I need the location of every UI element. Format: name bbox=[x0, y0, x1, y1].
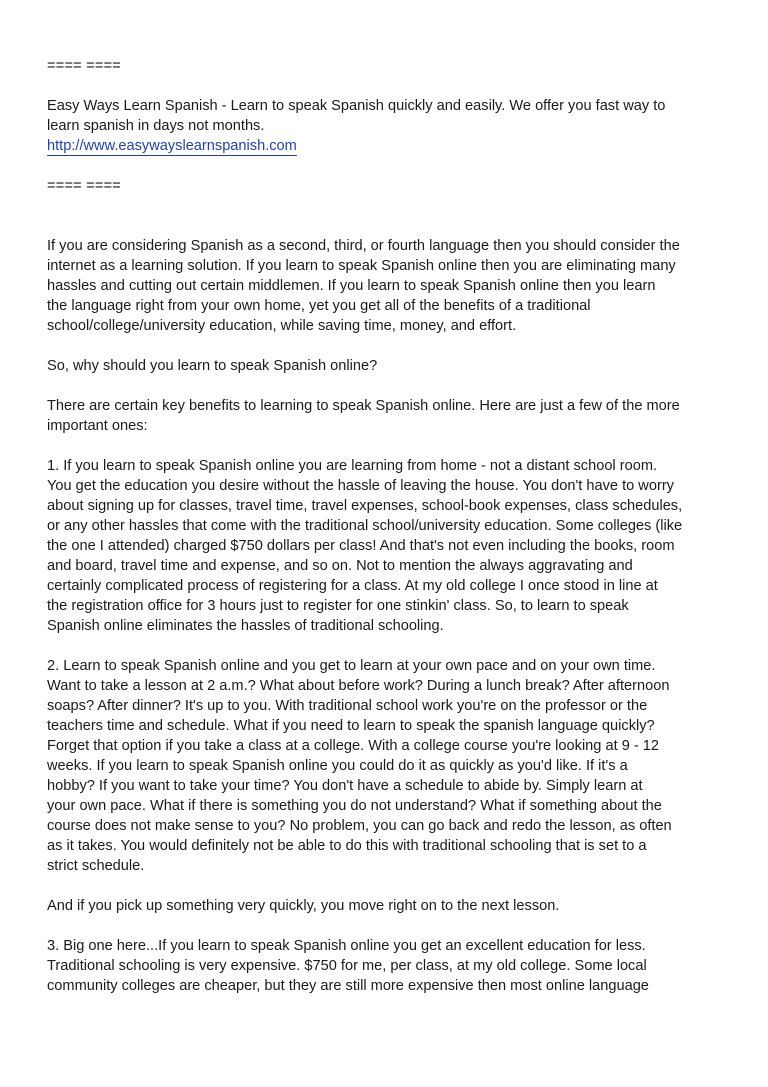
separator-top: ==== ==== bbox=[47, 58, 122, 74]
paragraph-benefit-1: 1. If you learn to speak Spanish online you are learning from home - not a distant school room. You get the education you desire without the hassle of leaving the house. You don't have to worry about signing up for classes, travel time, travel expenses, school-book expenses, class schedules, or any other hassles that come with the traditional school/university education. Some colleges (like the one I attended) charged $750 dollars per class! And that's not even including the books, room and board, travel time and expense, and so on. Not to mention the always aggravating and certainly complicated process of registering for a class. At my old college I once stood in line at the registration office for 3 hours just to register for one stinkin' class. So, to learn to speak Spanish online eliminates the hassles of traditional schooling. bbox=[47, 458, 683, 634]
paragraph-benefit-3: 3. Big one here...If you learn to speak Spanish online you get an excellent education for less. Traditional schooling is very expensive. $750 for me, per class, at my old college. Some local community colleges are cheaper, but they are still more expensive then most online language bbox=[47, 938, 649, 994]
intro-block bbox=[47, 96, 737, 156]
website-link[interactable]: http://www.easywayslearnspanish.com bbox=[47, 138, 297, 154]
document-page bbox=[47, 56, 737, 1016]
separator-bottom: ==== ==== bbox=[47, 178, 122, 194]
paragraph-intro: If you are considering Spanish as a second, third, or fourth language then you should consider the internet as a learning solution. If you learn to speak Spanish online then you are eliminating many hassles and cutting out certain middlemen. If you learn to speak Spanish online then you learn the language right from your own home, yet you get all of the benefits of a traditional school/college/university education, while saving time, money, and effort. bbox=[47, 238, 680, 334]
paragraph-next-lesson: And if you pick up something very quickly, you move right on to the next lesson. bbox=[47, 898, 560, 914]
paragraph-question: So, why should you learn to speak Spanish online? bbox=[47, 358, 378, 374]
paragraph-benefit-2: 2. Learn to speak Spanish online and you get to learn at your own pace and on your own time. Want to take a lesson at 2 a.m.? What about before work? During a lunch break? After afternoon soaps? After dinner? It's up to you. With traditional school work you're on the professor or the teachers time and schedule. What if you need to learn to speak the spanish language quickly? Forget that option if you take a class at a college. With a college course you're looking at 9 - 12 weeks. If you learn to speak Spanish online you could do it as quickly as you'd like. If it's a hobby? If you want to take your time? You don't have a schedule to abide by. Simply learn at your own pace. What if there is something you do not understand? What if something about the course does not make sense to you? No problem, you can go back and redo the lesson, as often as it takes. You would definitely not be able to do this with traditional schooling that is set to a strict schedule. bbox=[47, 658, 672, 874]
spacer bbox=[47, 216, 737, 236]
intro-text: Easy Ways Learn Spanish - Learn to speak Spanish quickly and easily. We offer you fast way to learn spanish in days not months. bbox=[47, 98, 666, 134]
paragraph-benefits-lead: There are certain key benefits to learning to speak Spanish online. Here are just a few of the more important ones: bbox=[47, 398, 680, 434]
